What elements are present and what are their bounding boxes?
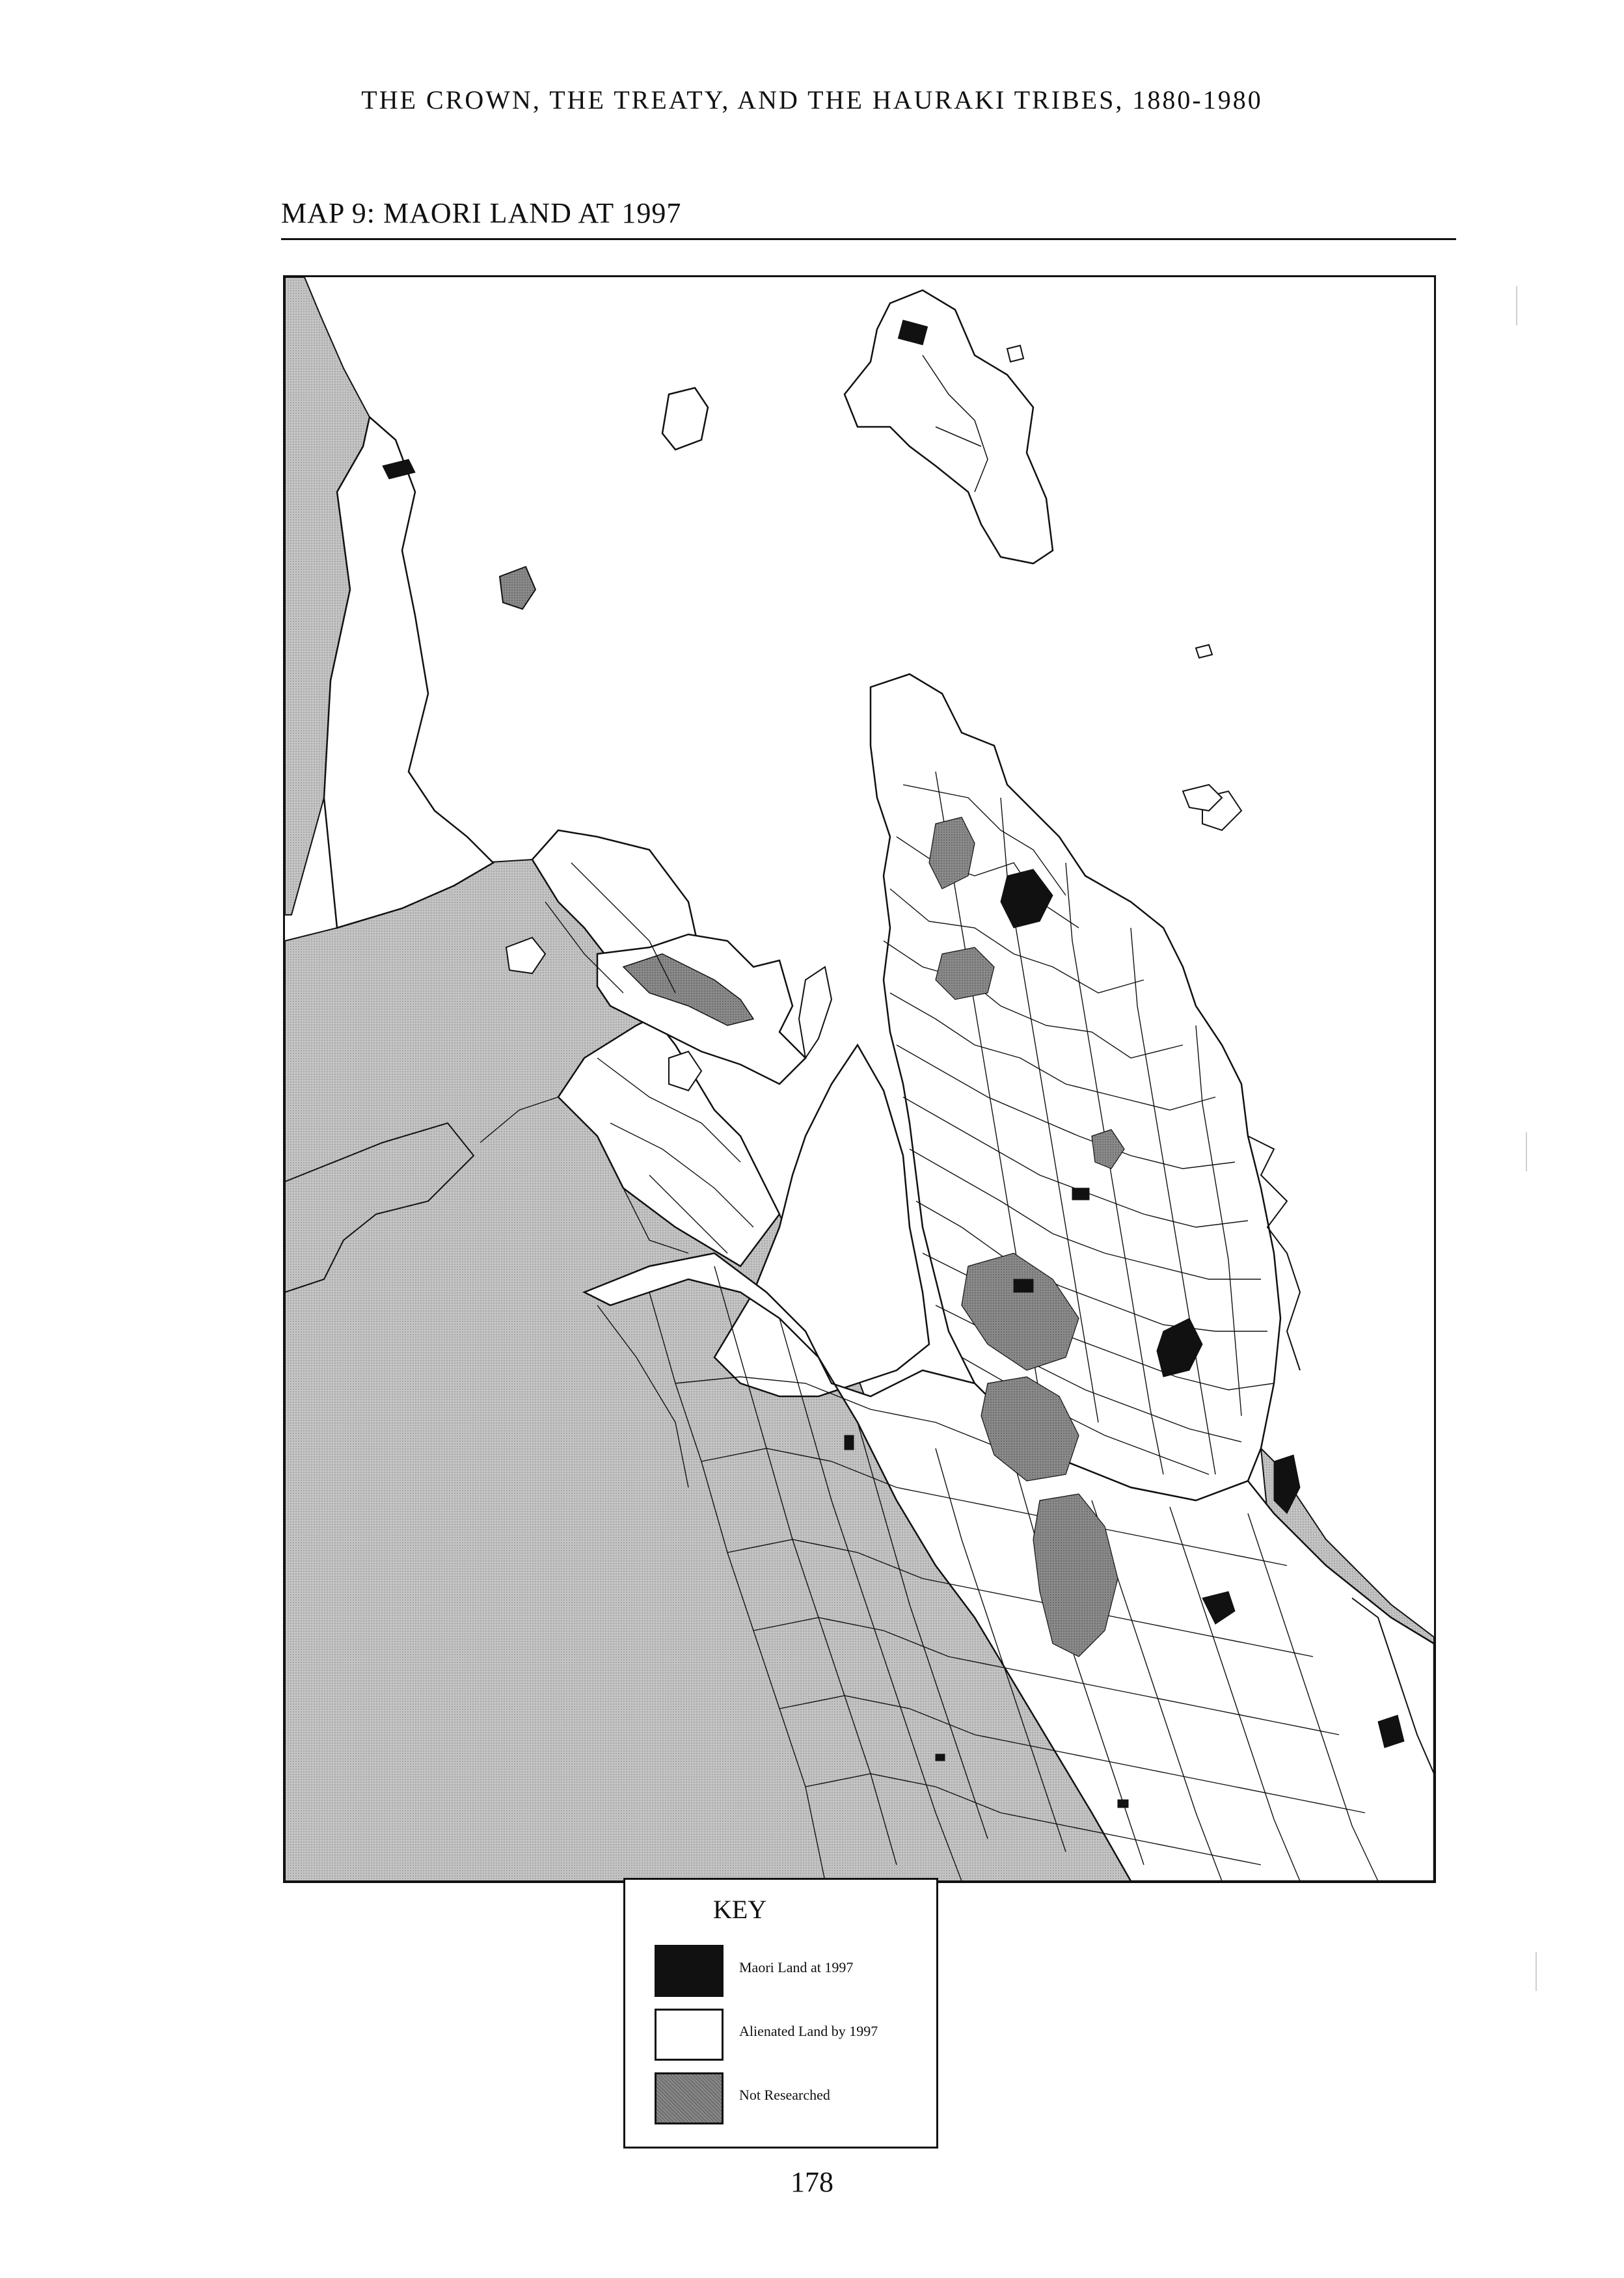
scan-edge-mark (1526, 1132, 1527, 1171)
map-drawing (285, 277, 1434, 1881)
motutapu-island (799, 967, 832, 1058)
legend-heading: KEY (713, 1895, 767, 1924)
scan-edge-mark (1516, 286, 1517, 325)
not-researched-swatch (655, 2072, 724, 2124)
maori-land-swatch (655, 1945, 724, 1997)
hauturu-islet (1196, 645, 1212, 658)
small-island (1007, 346, 1023, 362)
great-barrier-island (845, 290, 1053, 563)
legend-label-alienated-land: Alienated Land by 1997 (739, 2023, 878, 2039)
scan-edge-mark (1536, 1952, 1537, 1991)
map-legend (623, 1878, 938, 2149)
map-title: MAP 9: MAORI LAND AT 1997 (281, 197, 682, 229)
title-rule (281, 238, 1456, 240)
little-barrier-island (662, 388, 708, 450)
running-head: THE CROWN, THE TREATY, AND THE HAURAKI TRIBES, 1880-1980 (361, 85, 1263, 115)
alienated-land-swatch (655, 2009, 724, 2061)
legend-label-maori-land: Maori Land at 1997 (739, 1959, 854, 1975)
page-number: 178 (791, 2166, 833, 2198)
legend-label-not-researched: Not Researched (739, 2087, 830, 2103)
map-frame (283, 275, 1436, 2103)
gulf-island-nr (500, 567, 535, 609)
northern-peninsula (324, 417, 493, 928)
